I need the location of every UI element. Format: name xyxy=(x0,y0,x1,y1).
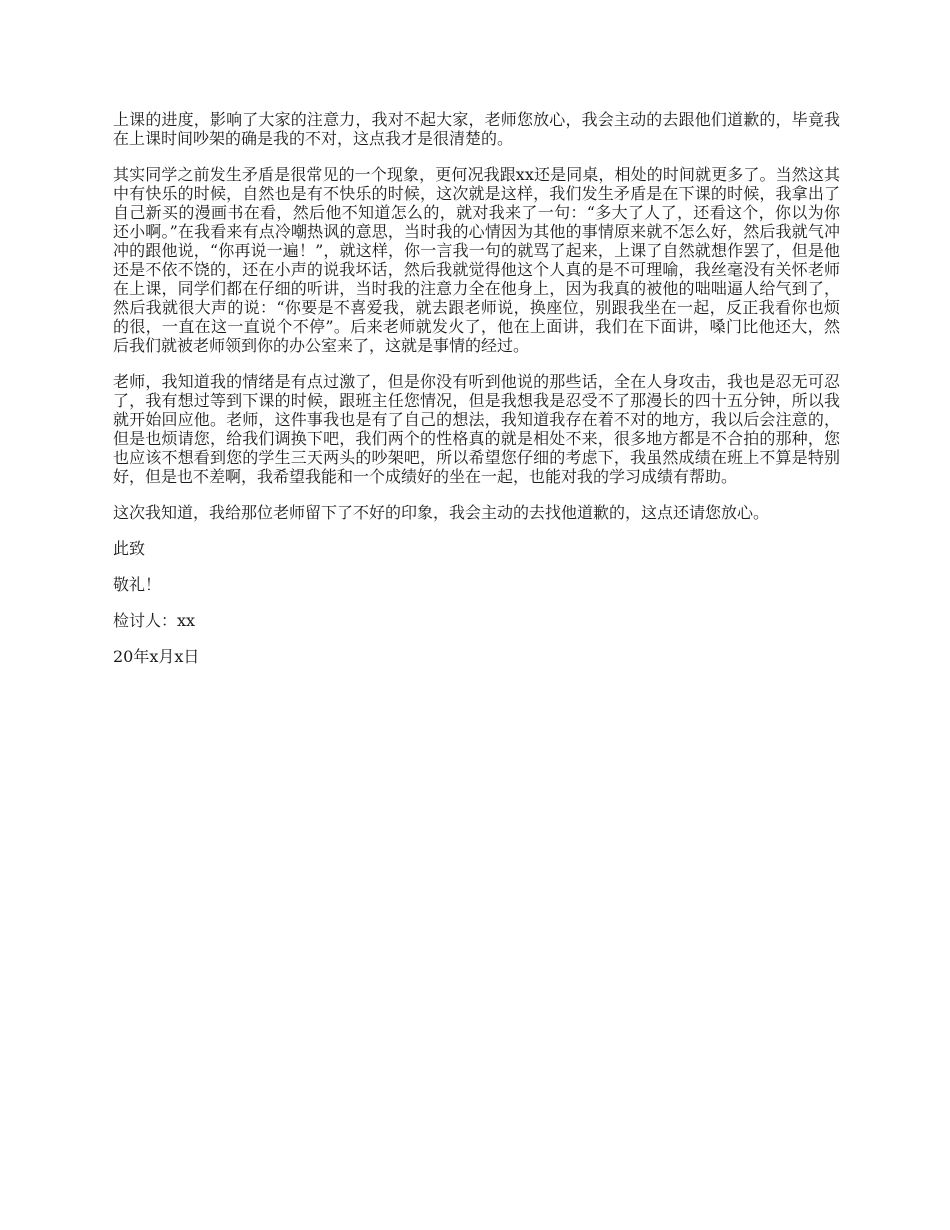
date-line: 20年x月x日 xyxy=(113,647,200,666)
paragraph-1: 上课的进度，影响了大家的注意力，我对不起大家，老师您放心，我会主动的去跟他们道歉的，毕竟我在上课时间吵架的确是我的不对，这点我才是很清楚的。 xyxy=(113,110,840,148)
salute-line: 敬礼！ xyxy=(113,575,162,594)
paragraph-3: 老师，我知道我的情绪是有点过激了，但是你没有听到他说的那些话，全在人身攻击，我也是忍无可忍了，我有想过等到下课的时候，跟班主任您情况，但是我想我是忍受不了那漫长的四十五分钟，所以我就开始回应他。老师，这件事我也是有了自己的想法，我知道我存在着不对的地方，我以后会注意的，但是也烦请您，给我们调换下吧，我们两个的性格真的就是相处不来，很多地方都是不合拍的那种，您也应该不想看到您的学生三天两头的吵架吧，所以希望您仔细的考虑下，我虽然成绩在班上不算是特别好，但是也不差啊，我希望我能和一个成绩好的坐在一起，也能对我的学习成绩有帮助。 xyxy=(113,372,840,486)
document-body xyxy=(113,110,840,683)
signature-line: 检讨人：xx xyxy=(113,611,196,630)
paragraph-2: 其实同学之前发生矛盾是很常见的一个现象，更何况我跟xx还是同桌，相处的时间就更多了。当然这其中有快乐的时候，自然也是有不快乐的时候，这次就是这样，我们发生矛盾是在下课的时候，我拿出了自己新买的漫画书在看，然后他不知道怎么的，就对我来了一句：“多大了人了，还看这个，你以为你还小啊。”在我看来有点冷嘲热讽的意思，当时我的心情因为其他的事情原来就不怎么好，然后我就气冲冲的跟他说，“你再说一遍！”，就这样，你一言我一句的就骂了起来，上课了自然就想作罢了，但是他还是不依不饶的，还在小声的说我坏话，然后我就觉得他这个人真的是不可理喻，我丝毫没有关怀老师在上课，同学们都在仔细的听讲，当时我的注意力全在他身上，因为我真的被他的咄咄逼人给气到了，然后我就很大声的说：“你要是不喜爱我，就去跟老师说，换座位，别跟我坐在一起，反正我看你也烦的很，一直在这一直说个不停”。后来老师就发火了，他在上面讲，我们在下面讲，嗓门比他还大，然后我们就被老师领到你的办公室来了，这就是事情的经过。 xyxy=(113,165,840,355)
closing-line: 此致 xyxy=(113,539,146,558)
paragraph-4: 这次我知道，我给那位老师留下了不好的印象，我会主动的去找他道歉的，这点还请您放心。 xyxy=(113,503,770,522)
